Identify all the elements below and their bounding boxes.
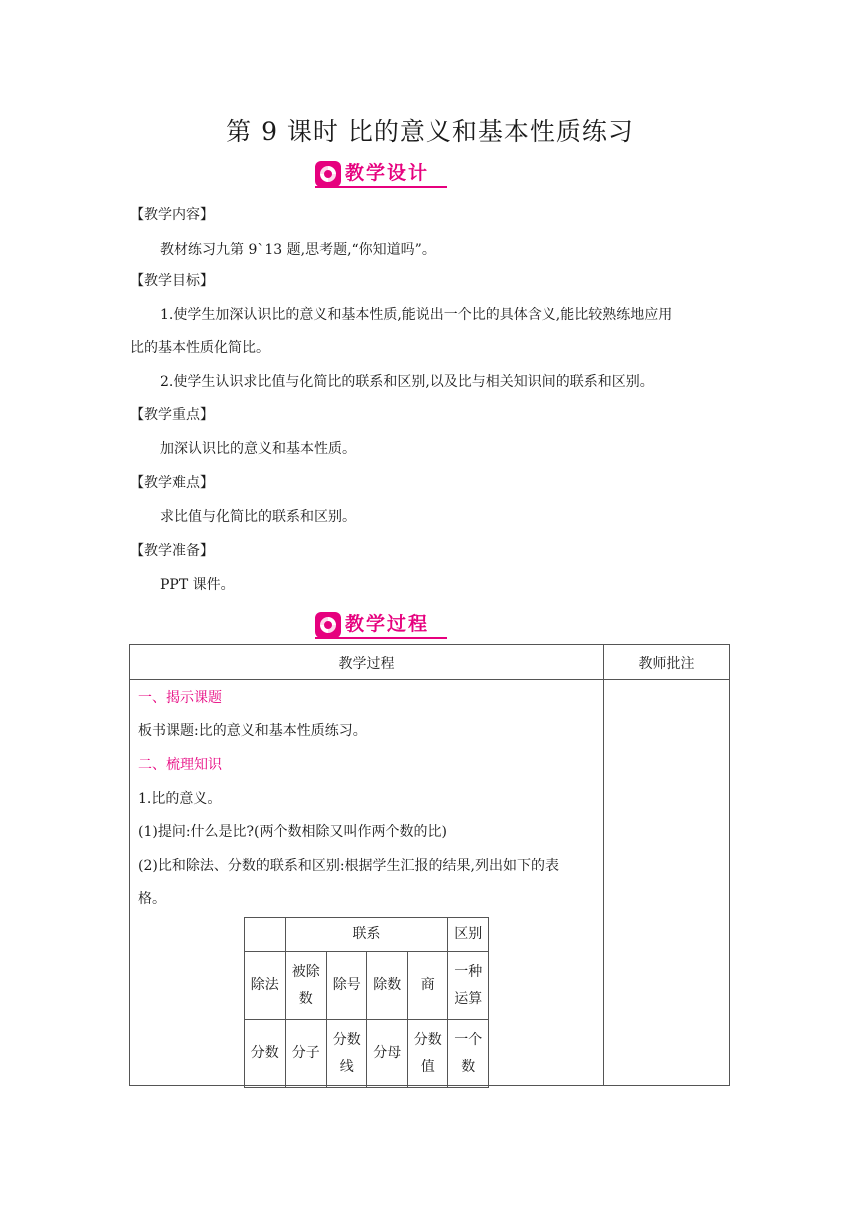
header-divider bbox=[130, 679, 729, 680]
table-cell: 分数 线 bbox=[326, 1020, 367, 1088]
table-cell: 除号 bbox=[326, 952, 367, 1020]
banner-underline bbox=[315, 637, 447, 639]
step2-title: 二、梳理知识 bbox=[138, 757, 222, 773]
section-banner-design bbox=[315, 161, 447, 187]
empty-corner-cell bbox=[245, 918, 286, 952]
step1-text: 板书课题:比的意义和基本性质练习。 bbox=[138, 723, 367, 739]
table-cell: 一种 运算 bbox=[448, 952, 489, 1020]
key-text: 加深认识比的意义和基本性质。 bbox=[160, 441, 356, 457]
item-1-2-line-a: (2)比和除法、分数的联系和区别:根据学生汇报的结果,列出如下的表 bbox=[138, 858, 559, 874]
section-banner-process bbox=[315, 612, 447, 638]
content-text: 教材练习九第 9`13 题,思考题,“你知道吗”。 bbox=[160, 242, 436, 258]
difficulty-text: 求比值与化简比的联系和区别。 bbox=[160, 509, 356, 525]
page-title: 第 9 课时 比的意义和基本性质练习 bbox=[226, 117, 634, 146]
header-qubie: 区别 bbox=[448, 918, 489, 952]
table-cell: 被除 数 bbox=[285, 952, 326, 1020]
goal-heading: 【教学目标】 bbox=[130, 273, 214, 289]
banner-underline bbox=[315, 186, 447, 188]
table-cell: 分数 bbox=[245, 1020, 286, 1088]
spiral-logo-icon bbox=[315, 612, 341, 638]
header-lianxi: 联系 bbox=[285, 918, 448, 952]
col-header-process: 教学过程 bbox=[338, 656, 395, 672]
item-1: 1.比的意义。 bbox=[138, 791, 222, 807]
comparison-table bbox=[244, 917, 489, 1087]
table-cell: 除数 bbox=[367, 952, 408, 1020]
difficulty-heading: 【教学难点】 bbox=[130, 475, 214, 491]
step1-title: 一、揭示课题 bbox=[138, 690, 222, 706]
table-cell: 商 bbox=[407, 952, 448, 1020]
goal-1-line-b: 比的基本性质化简比。 bbox=[130, 340, 270, 356]
prep-text: PPT 课件。 bbox=[160, 577, 235, 593]
process-table bbox=[129, 644, 730, 1086]
table-cell: 一个 数 bbox=[448, 1020, 489, 1088]
item-1-2-line-b: 格。 bbox=[138, 891, 166, 907]
table-cell: 分子 bbox=[285, 1020, 326, 1088]
key-heading: 【教学重点】 bbox=[130, 407, 214, 423]
table-cell: 分母 bbox=[367, 1020, 408, 1088]
banner-label: 教学设计 bbox=[345, 162, 430, 184]
goal-2: 2.使学生认识求比值与化简比的联系和区别,以及比与相关知识间的联系和区别。 bbox=[160, 374, 654, 390]
table-cell: 除法 bbox=[245, 952, 286, 1020]
col-header-notes: 教师批注 bbox=[638, 656, 695, 672]
column-divider bbox=[603, 645, 604, 1085]
table-cell: 分数 值 bbox=[407, 1020, 448, 1088]
banner-label: 教学过程 bbox=[345, 613, 430, 635]
item-1-1: (1)提问:什么是比?(两个数相除又叫作两个数的比) bbox=[138, 824, 447, 840]
spiral-logo-icon bbox=[315, 161, 341, 187]
prep-heading: 【教学准备】 bbox=[130, 543, 214, 559]
content-heading: 【教学内容】 bbox=[130, 207, 214, 223]
goal-1-line-a: 1.使学生加深认识比的意义和基本性质,能说出一个比的具体含义,能比较熟练地应用 bbox=[160, 307, 673, 323]
